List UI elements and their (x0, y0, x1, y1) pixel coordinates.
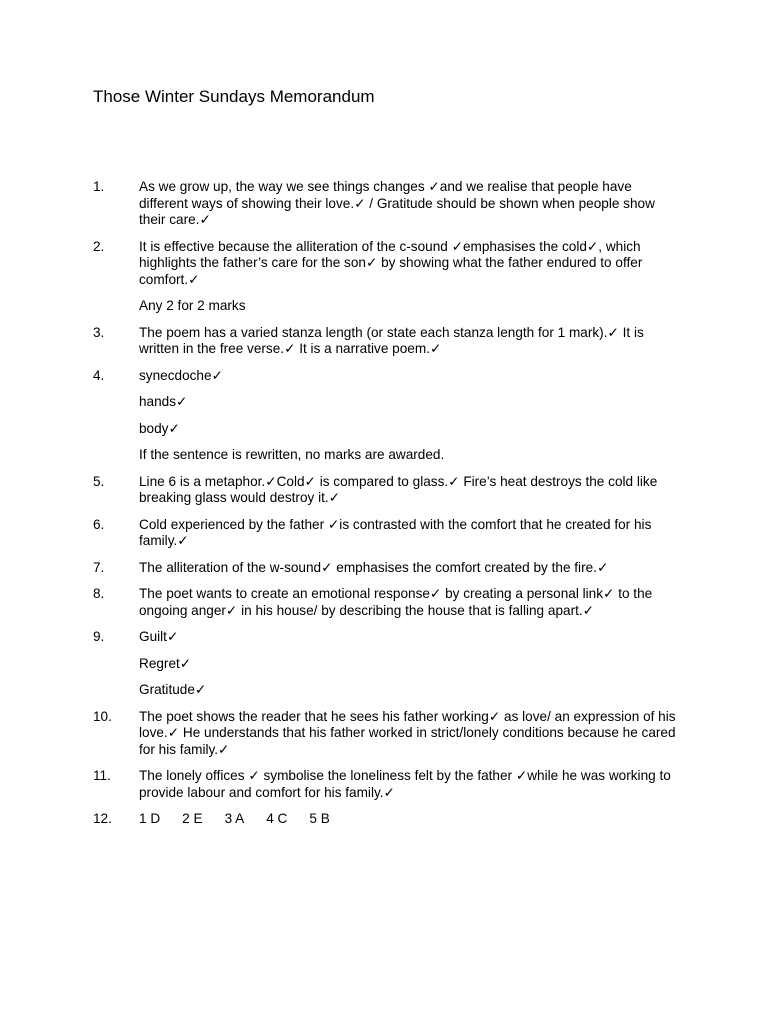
answer-number: 11. (93, 768, 111, 783)
answer-body (139, 179, 683, 229)
answer-text: Cold experienced by the father ✓is contrasted with the comfort that he created for his family.✓ (139, 516, 652, 548)
answer-number: 2. (93, 238, 105, 254)
answer-text: It is effective because the alliteration of the c-sound ✓emphasises the cold✓, which highlights the father’s care for the son✓ by showing what the father endured to offer comfort.✓ (139, 238, 643, 287)
answer-number: 1. (93, 179, 105, 194)
mcq-answer: 3 A (224, 811, 245, 826)
mcq-answer: 2 E (182, 811, 203, 826)
answer-text: Gratitude✓ (139, 682, 207, 697)
answer-body (139, 586, 683, 619)
answer-item (93, 325, 683, 358)
answer-number: 10. (93, 708, 112, 724)
answer-item (93, 709, 683, 759)
answer-number: 7. (93, 559, 105, 575)
mcq-answer: 4 C (266, 811, 288, 826)
answer-item (93, 629, 683, 699)
answer-body (139, 474, 683, 507)
answer-body (139, 560, 683, 577)
answer-text: Guilt✓ (139, 629, 179, 644)
answer-list (93, 179, 683, 838)
mcq-answer: 5 B (309, 811, 330, 826)
mcq-answers (139, 811, 683, 828)
answer-number: 6. (93, 516, 105, 532)
answer-item (93, 586, 683, 619)
answer-text: The poet shows the reader that he sees his father working✓ as love/ an expression of his love.✓ He understands that his father worked in strict/lonely conditions because he cared for his family.✓ (139, 708, 676, 757)
answer-text: The poem has a varied stanza length (or state each stanza length for 1 mark).✓ It is written in the free verse.✓ It is a narrative poem.✓ (139, 324, 644, 356)
answer-item-mcq (93, 811, 683, 828)
answer-number: 3. (93, 324, 105, 340)
answer-number: 5. (93, 473, 105, 489)
answer-item (93, 179, 683, 229)
document-title: Those Winter Sundays Memorandum (93, 87, 375, 106)
answer-text: Line 6 is a metaphor.✓Cold✓ is compared to glass.✓ Fire’s heat destroys the cold like breaking glass would destroy it.✓ (139, 473, 658, 505)
answer-text: synecdoche✓ (139, 367, 223, 383)
answer-text: As we grow up, the way we see things changes ✓and we realise that people have different ways of showing their love.✓ / Gratitude should be shown when people show their care.✓ (139, 179, 655, 227)
answer-item (93, 239, 683, 315)
answer-text: Regret✓ (139, 655, 192, 671)
answer-item (93, 474, 683, 507)
mcq-answer: 1 D (139, 811, 161, 826)
answer-number: 12. (93, 811, 112, 826)
answer-body (139, 709, 683, 759)
answer-body (139, 325, 683, 358)
answer-text: The lonely offices ✓ symbolise the loneliness felt by the father ✓while he was working to provide labour and comfort for his family.✓ (139, 768, 671, 800)
answer-item (93, 560, 683, 577)
answer-item (93, 368, 683, 464)
answer-text: The alliteration of the w-sound✓ emphasises the comfort created by the fire.✓ (139, 559, 609, 575)
answer-number: 8. (93, 586, 105, 601)
answer-note: If the sentence is rewritten, no marks are awarded. (139, 447, 445, 462)
answer-body (139, 629, 683, 699)
answer-text: hands✓ (139, 394, 188, 409)
answer-item (93, 517, 683, 550)
answer-number: 4. (93, 367, 105, 383)
answer-item (93, 768, 683, 801)
answer-body (139, 768, 683, 801)
answer-note: Any 2 for 2 marks (139, 298, 246, 313)
answer-body (139, 368, 683, 464)
answer-body (139, 517, 683, 550)
answer-text: The poet wants to create an emotional response✓ by creating a personal link✓ to the ongoing anger✓ in his house/ by describing the house that is falling apart.✓ (139, 586, 653, 618)
answer-number: 9. (93, 629, 105, 644)
answer-text: body✓ (139, 420, 180, 436)
answer-body (139, 239, 683, 315)
